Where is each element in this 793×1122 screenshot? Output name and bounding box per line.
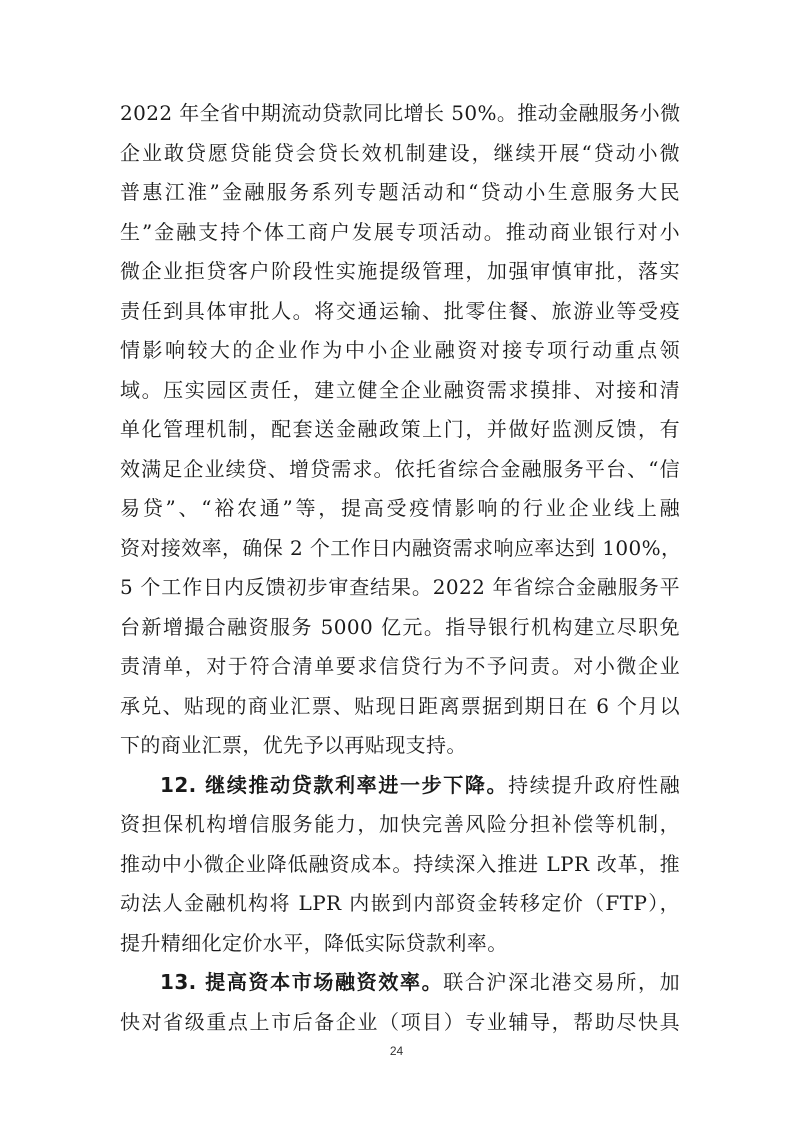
text-line: 责任到具体审批人。将交通运输、批零住餐、旅游业等受疫 xyxy=(120,298,680,323)
text-line: 生”金融支持个体工商户发展专项活动。推动商业银行对小 xyxy=(120,219,680,244)
text-line: 微企业拒贷客户阶段性实施提级管理，加强审慎审批，落实 xyxy=(120,259,680,283)
text-line: 企业敢贷愿贷能贷会贷长效机制建设，继续开展“贷动小微 xyxy=(120,140,680,165)
text-line: 域。压实园区责任，建立健全企业融资需求摸排、对接和清 xyxy=(120,377,680,402)
text-line: 易贷”、“裕农通”等，提高受疫情影响的行业企业线上融 xyxy=(120,496,680,520)
text-line: 5 个工作日内反馈初步审查结果。2022 年省综合金融服务平 xyxy=(120,575,680,599)
text-line: 台新增撮合融资服务 5000 亿元。指导银行机构建立尽职免 xyxy=(120,614,680,639)
text-line: 承兑、贴现的商业汇票、贴现日距离票据到期日在 6 个月以 xyxy=(120,693,680,718)
section-heading: 13. 提高资本市场融资效率。 xyxy=(160,970,444,994)
text-fragment: 联合沪深北港交易所，加 xyxy=(443,970,680,994)
paragraph-3 xyxy=(120,963,680,1042)
text-line: 单化管理机制，配套送金融政策上门，并做好监测反馈，有 xyxy=(120,417,680,441)
section-first-line xyxy=(120,963,680,1003)
text-line: 资对接效率，确保 2 个工作日内融资需求响应率达到 100%， xyxy=(120,535,682,560)
paragraph-1 xyxy=(120,94,680,766)
text-line: 下的商业汇票，优先予以再贴现支持。 xyxy=(120,733,467,757)
text-line: 效满足企业续贷、增贷需求。依托省综合金融服务平台、“信 xyxy=(120,456,680,481)
text-line: 普惠江淮”金融服务系列专题活动和“贷动小生意服务大民 xyxy=(120,180,680,204)
text-line: 快对省级重点上市后备企业（项目）专业辅导，帮助尽快具 xyxy=(120,1009,680,1034)
section-heading: 12. 继续推动贷款利率进一步下降。 xyxy=(160,772,509,797)
document-body xyxy=(120,94,680,1042)
text-line: 推动中小微企业降低融资成本。持续深入推进 LPR 改革，推 xyxy=(120,851,680,876)
text-line: 动法人金融机构将 LPR 内嵌到内部资金转移定价（FTP）， xyxy=(120,891,680,915)
text-line: 资担保机构增信服务能力，加快完善风险分担补偿等机制， xyxy=(120,812,680,836)
paragraph-2 xyxy=(120,766,680,964)
text-line: 责清单，对于符合清单要求信贷行为不予问责。对小微企业 xyxy=(120,654,680,678)
text-fragment: 持续提升政府性融 xyxy=(508,772,680,797)
text-line: 2022 年全省中期流动贷款同比增长 50%。推动金融服务小微 xyxy=(120,101,681,125)
page-number: 24 xyxy=(389,1044,404,1058)
section-first-line xyxy=(120,766,680,806)
text-line: 提升精细化定价水平，降低实际贷款利率。 xyxy=(120,930,508,955)
text-line: 情影响较大的企业作为中小企业融资对接专项行动重点领 xyxy=(120,338,680,362)
